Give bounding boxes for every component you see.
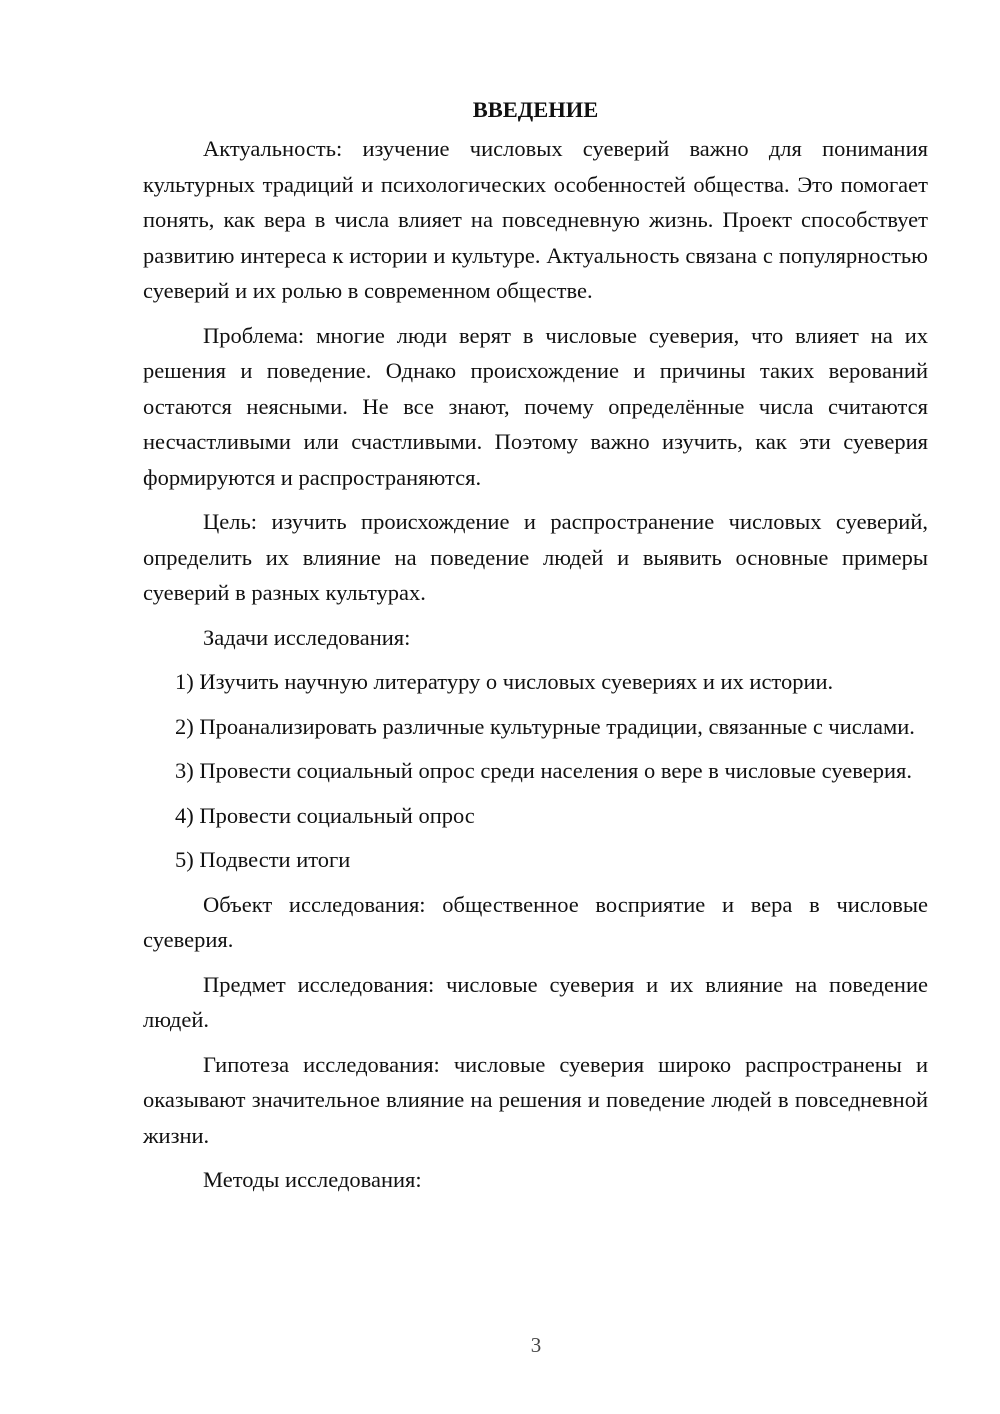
problem-paragraph: Проблема: многие люди верят в числовые суеверия, что влияет на их решения и поведение. Однако происхождение и причины таких верований остаются неясными. Не все знают, почему определённые числа считаются несчастливыми или счастливыми. Поэтому важно изучить, как эти суеверия формируются и распространяются.	[143, 322, 928, 490]
tasks-heading: Задачи исследования:	[203, 624, 411, 650]
page-content	[143, 92, 928, 1207]
task-item-2: 2) Проанализировать различные культурные традиции, связанные с числами.	[175, 713, 915, 739]
task-item-1: 1) Изучить научную литературу о числовых суевериях и их истории.	[175, 669, 834, 694]
subject-paragraph: Предмет исследования: числовые суеверия и их влияние на поведение людей.	[143, 971, 928, 1032]
hypothesis-paragraph: Гипотеза исследования: числовые суеверия широко распространены и оказывают значительное влияние на решения и поведение людей в повседневной жизни.	[143, 1051, 928, 1148]
task-item-4: 4) Провести социальный опрос	[175, 802, 475, 828]
section-title-text: ВВЕДЕНИЕ	[472, 97, 599, 122]
methods-heading: Методы исследования:	[203, 1167, 422, 1192]
page-number: 3	[530, 1333, 542, 1357]
relevance-paragraph: Актуальность: изучение числовых суеверий важно для понимания культурных традиций и психологических особенностей общества. Это помогает понять, как вера в числа влияет на повседневную жизнь. Проект способствует развитию интереса к истории и культуре. Актуальность связана с популярностью суеверий и их ролью в современном обществе.	[143, 136, 928, 303]
task-item-5: 5) Подвести итоги	[175, 847, 351, 872]
object-paragraph: Объект исследования: общественное восприятие и вера в числовые суеверия.	[143, 891, 928, 952]
goal-paragraph: Цель: изучить происхождение и распространение числовых суеверий, определить их влияние на поведение людей и выявить основные примеры суеверий в разных культурах.	[143, 509, 928, 605]
task-item-3: 3) Провести социальный опрос среди населения о вере в числовые суеверия.	[175, 758, 913, 783]
section-title	[143, 92, 928, 127]
